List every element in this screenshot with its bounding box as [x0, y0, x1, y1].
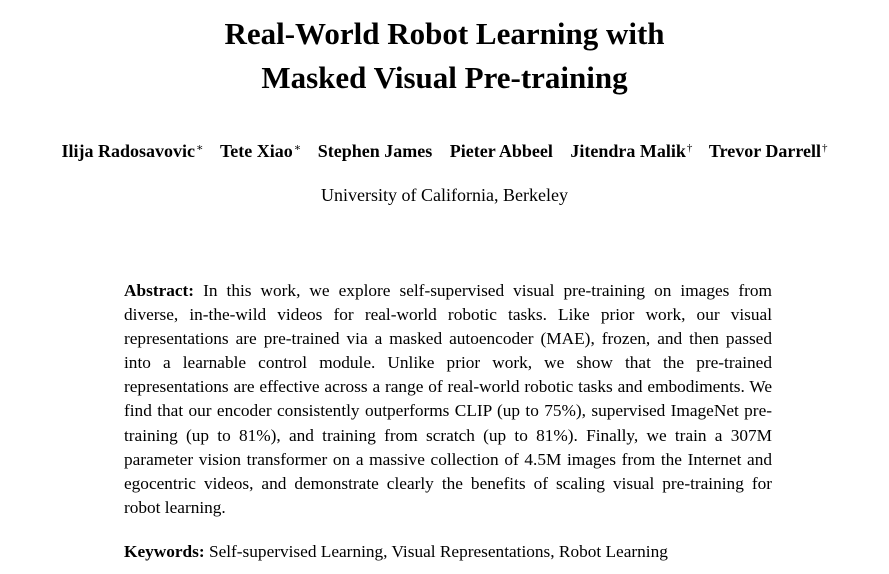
author: [570, 136, 692, 163]
abstract: [124, 279, 772, 520]
author-name: Stephen James: [317, 141, 433, 161]
keywords: [124, 540, 784, 564]
title-line: Real-World Robot Learning with: [224, 16, 665, 51]
title-line: Masked Visual Pre-training: [261, 60, 628, 95]
abstract-label: Abstract:: [124, 281, 195, 300]
author-name: Tete Xiao: [219, 141, 293, 161]
author: [220, 136, 301, 163]
keywords-label: Keywords:: [124, 542, 205, 561]
author-name: Ilija Radosavovic: [61, 141, 195, 161]
author-mark: †: [822, 142, 828, 154]
author: [318, 136, 434, 163]
keywords-text: Self-supervised Learning, Visual Representations, Robot Learning: [208, 542, 668, 561]
author: [709, 136, 828, 163]
affiliation: University of California, Berkeley: [321, 185, 568, 205]
author: [61, 136, 203, 163]
author-mark: ∗: [195, 142, 204, 154]
author-list: [0, 136, 889, 163]
author-name: Jitendra Malik: [570, 141, 686, 161]
author: [450, 136, 554, 163]
author-mark: ∗: [293, 142, 302, 154]
author-mark: †: [686, 142, 693, 154]
abstract-text: In this work, we explore self-supervised visual pre-training on images from diverse, in-the-wild videos for real-world robotic tasks. Like prior work, our visual representations are pre-trained via a masked autoencoder (MAE), frozen, and then passed into a learnable control module. Unlike prior work, we show that the pre-trained representations are effective across a range of real-world robotic tasks and embodiments. We find that our encoder consistently outperforms CLIP (up to 75%), supervised ImageNet pre-training (up to 81%), and training from scratch (up to 81%). Finally, we train a 307M parameter vision transformer on a massive collection of 4.5M images from the Internet and egocentric videos, and demonstrate clearly the benefits of scaling visual pre-training for robot learning.: [124, 281, 772, 517]
author-name: Trevor Darrell: [708, 141, 822, 161]
paper-title: [0, 12, 889, 100]
author-name: Pieter Abbeel: [449, 141, 553, 161]
